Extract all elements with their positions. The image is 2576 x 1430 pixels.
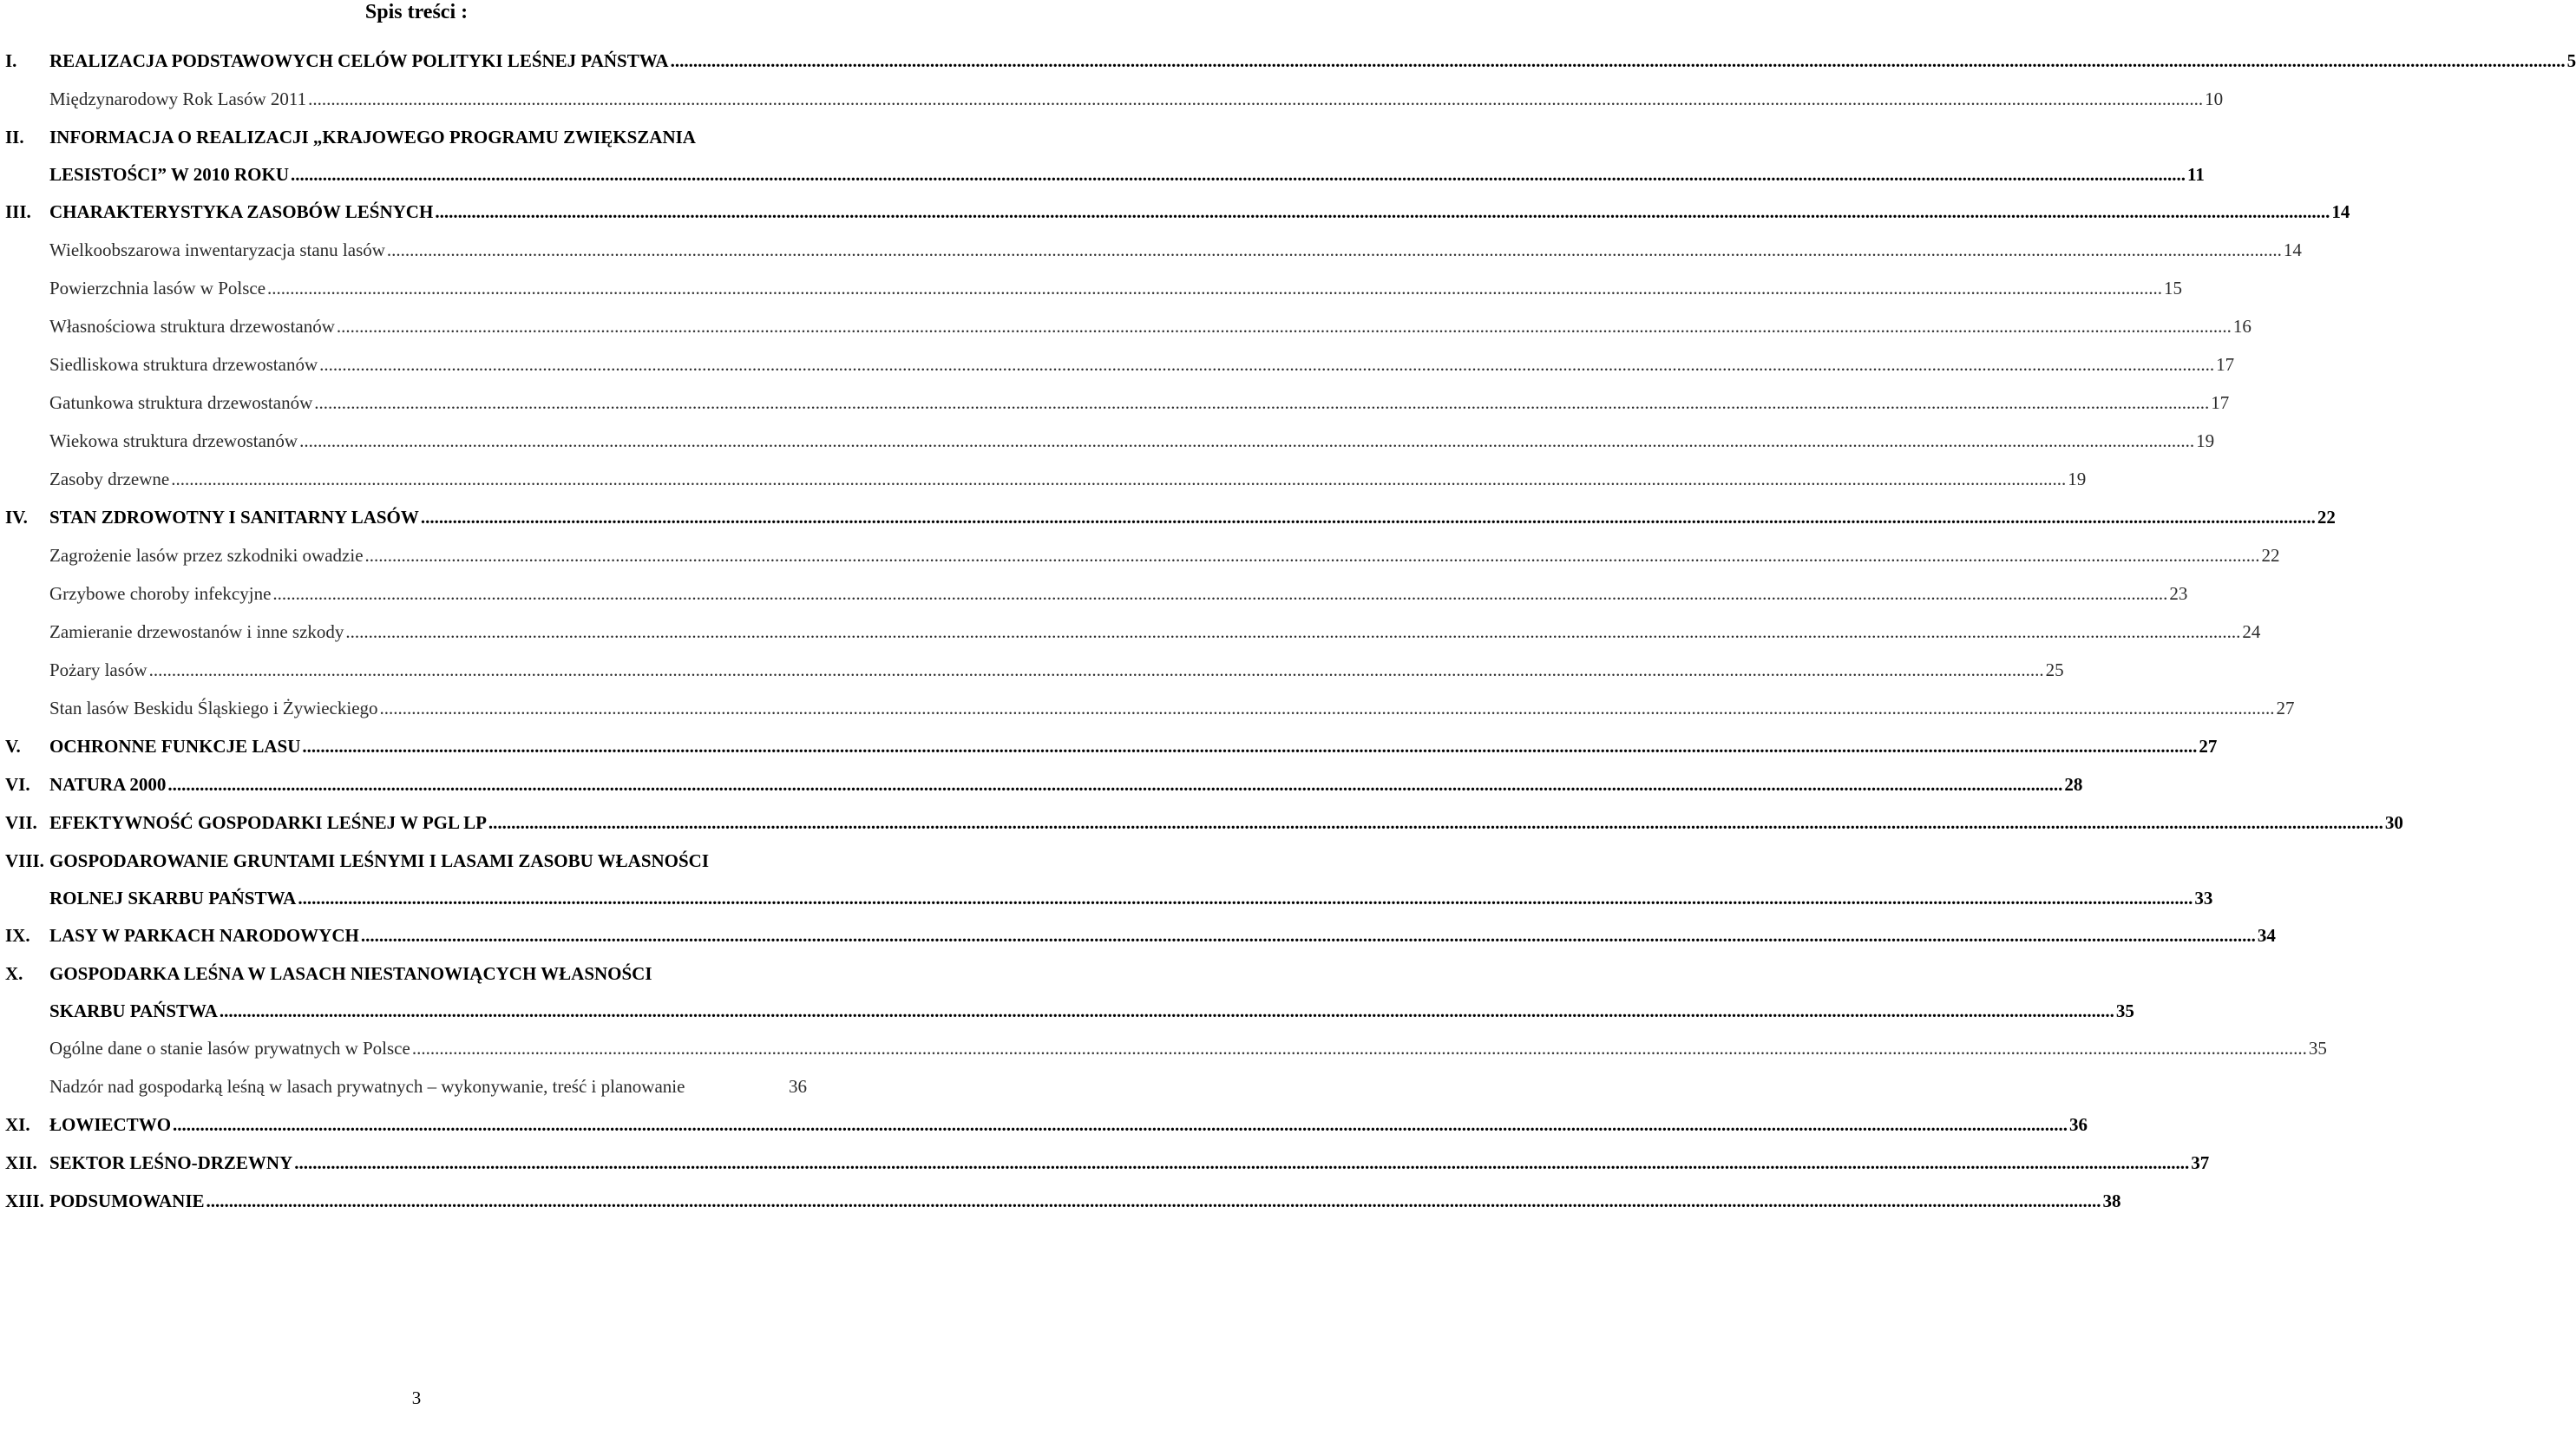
toc-entry-title: LASY W PARKACH NARODOWYCH — [49, 925, 359, 946]
toc-entry[interactable] — [5, 156, 2205, 193]
toc-entry[interactable] — [5, 307, 2252, 345]
toc-entry-title: GOSPODARKA LEŚNA W LASACH NIESTANOWIĄCYCH WŁASNOŚCI — [49, 963, 652, 984]
toc-entry-title: NATURA 2000 — [49, 774, 167, 795]
toc-entry-title: Siedliskowa struktura drzewostanów — [49, 354, 318, 375]
toc-entry-title: Wielkoobszarowa inwentaryzacja stanu lasów — [49, 239, 385, 260]
toc-entry-number: VII. — [5, 812, 37, 833]
toc-entry[interactable] — [5, 993, 2134, 1029]
dot-leader — [294, 1144, 2189, 1182]
dot-leader — [308, 80, 2203, 118]
toc-entry-page: 14 — [2331, 201, 2350, 222]
toc-entry[interactable] — [5, 42, 2576, 80]
toc-entry-number: XI. — [5, 1114, 30, 1135]
toc-entry[interactable] — [5, 765, 2083, 804]
toc-entry[interactable] — [5, 193, 2350, 231]
toc-entry-page: 27 — [2199, 736, 2218, 757]
toc-entry-title: Własnościowa struktura drzewostanów — [49, 316, 335, 337]
toc-entry[interactable] — [5, 536, 2280, 574]
dot-leader — [671, 42, 2566, 80]
toc-entry[interactable] — [5, 1105, 2088, 1144]
toc-entry-title: CHARAKTERYSTYKA ZASOBÓW LEŚNYCH — [49, 201, 434, 222]
toc-entry-title: Zagrożenie lasów przez szkodniki owadzie — [49, 545, 364, 566]
toc-entry-page: 34 — [2257, 925, 2276, 946]
toc-entry[interactable] — [5, 689, 2295, 727]
dot-leader — [267, 269, 2162, 307]
toc-entry[interactable] — [5, 613, 2261, 651]
toc-entry-page: 5 — [2566, 50, 2576, 71]
toc-entry-number: VIII. — [5, 850, 44, 871]
dot-leader — [319, 345, 2214, 384]
toc-entry[interactable] — [5, 651, 2064, 689]
toc-entry[interactable] — [5, 80, 2224, 118]
toc-entry[interactable] — [5, 916, 2276, 954]
toc-entry-page: 19 — [2196, 430, 2215, 451]
toc-entry-number: III. — [5, 201, 31, 222]
toc-entry[interactable] — [5, 269, 2183, 307]
toc-entry-title: GOSPODAROWANIE GRUNTAMI LEŚNYMI I LASAMI ZASOBU WŁASNOŚCI — [49, 850, 710, 871]
toc-entry-page: 23 — [2169, 583, 2188, 604]
toc-entry-number: I. — [5, 50, 17, 71]
toc-entry[interactable] — [5, 460, 2087, 498]
toc-entry-page: 15 — [2164, 278, 2183, 298]
toc-entry-page: 22 — [2261, 545, 2280, 566]
toc-entry-page: 14 — [2283, 239, 2302, 260]
toc-entry[interactable] — [5, 1182, 2121, 1220]
toc-entry-title: SKARBU PAŃSTWA — [49, 1000, 218, 1021]
toc-entry-title: Zamieranie drzewostanów i inne szkody — [49, 621, 344, 642]
toc-entry-page: 10 — [2205, 89, 2224, 109]
toc-entry-page: 17 — [2216, 354, 2235, 375]
toc-entry-number: IV. — [5, 507, 28, 528]
dot-leader — [171, 460, 2066, 498]
toc-entry-title: SEKTOR LEŚNO-DRZEWNY — [49, 1152, 293, 1173]
toc-entry-title: OCHRONNE FUNKCJE LASU — [49, 736, 301, 757]
toc-entry[interactable] — [5, 842, 807, 880]
toc-entry-number: X. — [5, 963, 23, 984]
page-number: 3 — [411, 1387, 422, 1408]
dot-leader — [488, 804, 2383, 842]
toc-entry-number: XII. — [5, 1152, 37, 1173]
toc-entry-title: PODSUMOWANIE — [49, 1191, 205, 1211]
toc-entry-page: 30 — [2384, 812, 2403, 833]
dot-leader — [299, 422, 2194, 460]
toc-entry-page: 22 — [2317, 507, 2336, 528]
toc-entry[interactable] — [5, 118, 807, 156]
toc-entry-page: 36 — [789, 1076, 807, 1097]
dot-leader — [167, 765, 2062, 804]
dot-leader — [337, 307, 2232, 345]
toc-entry-title: Ogólne dane o stanie lasów prywatnych w Polsce — [49, 1038, 410, 1059]
toc-entry-page: 25 — [2045, 659, 2064, 680]
toc-entry-title: STAN ZDROWOTNY I SANITARNY LASÓW — [49, 507, 419, 528]
toc-entry-page: 27 — [2276, 698, 2295, 718]
toc-entry-title: ŁOWIECTWO — [49, 1114, 172, 1135]
toc-entry[interactable] — [5, 1029, 2327, 1067]
dot-leader — [302, 727, 2197, 765]
toc-entry[interactable] — [5, 1144, 2210, 1182]
toc-entry-title: REALIZACJA PODSTAWOWYCH CELÓW POLITYKI LEŚNEJ PAŃSTWA — [49, 50, 669, 71]
toc-entry-page: 35 — [2115, 1000, 2134, 1021]
toc-entry-title: Grzybowe choroby infekcyjne — [49, 583, 272, 604]
page-title: Spis treści : — [364, 1, 469, 23]
dot-leader — [149, 651, 2044, 689]
dot-leader — [345, 613, 2240, 651]
toc-entry-title: INFORMACJA O REALIZACJI „KRAJOWEGO PROGRAMU ZWIĘKSZANIA — [49, 127, 696, 148]
dot-leader — [173, 1105, 2068, 1144]
toc-entry-number: IX. — [5, 925, 30, 946]
dot-leader — [291, 156, 2186, 193]
toc-entry-number: XIII. — [5, 1191, 44, 1211]
toc-entry-page: 16 — [2232, 316, 2252, 337]
toc-entry-title: Zasoby drzewne — [49, 469, 170, 489]
toc-entry[interactable] — [5, 422, 2215, 460]
toc-entry-page: 36 — [2069, 1114, 2088, 1135]
toc-entry-page: 38 — [2102, 1191, 2121, 1211]
toc-entry-title: ROLNEJ SKARBU PAŃSTWA — [49, 888, 297, 909]
toc-entry-page: 19 — [2068, 469, 2087, 489]
toc-entry-title: Stan lasów Beskidu Śląskiego i Żywieckiego — [49, 698, 378, 718]
dot-leader — [435, 193, 2330, 231]
dot-leader — [298, 880, 2193, 916]
toc-entry-title: Pożary lasów — [49, 659, 147, 680]
toc-entry-page: 28 — [2064, 774, 2083, 795]
toc-entry[interactable] — [5, 345, 2235, 384]
toc-entry-page: 17 — [2211, 392, 2230, 413]
dot-leader — [365, 536, 2260, 574]
toc-entry-title: Międzynarodowy Rok Lasów 2011 — [49, 89, 307, 109]
toc-entry-page: 35 — [2308, 1038, 2327, 1059]
dot-leader — [272, 574, 2167, 613]
toc-entry[interactable] — [5, 1067, 807, 1105]
toc-entry[interactable] — [5, 498, 2336, 536]
toc-entry-title: EFEKTYWNOŚĆ GOSPODARKI LEŚNEJ W PGL LP — [49, 812, 487, 833]
toc-entry[interactable] — [5, 727, 2218, 765]
toc-entry-title: Nadzór nad gospodarką leśną w lasach prywatnych – wykonywanie, treść i planowanie — [49, 1076, 685, 1097]
dot-leader — [314, 384, 2209, 422]
toc-entry[interactable] — [5, 231, 2302, 269]
dot-leader — [361, 916, 2256, 954]
toc-entry[interactable] — [5, 384, 2230, 422]
toc-entry[interactable] — [5, 804, 2403, 842]
toc-entry-page: 33 — [2194, 888, 2213, 909]
toc-entry-page: 37 — [2191, 1152, 2210, 1173]
toc-entry-title: Wiekowa struktura drzewostanów — [49, 430, 298, 451]
toc-entry[interactable] — [5, 880, 2213, 916]
toc-entry-number: II. — [5, 127, 24, 148]
dot-leader — [387, 231, 2282, 269]
toc-entry[interactable] — [5, 954, 807, 993]
toc-entry-number: V. — [5, 736, 21, 757]
toc-entry-page: 24 — [2242, 621, 2261, 642]
dot-leader — [206, 1182, 2101, 1220]
toc-entry-title: Powierzchnia lasów w Polsce — [49, 278, 266, 298]
toc-entry-number: VI. — [5, 774, 30, 795]
table-of-contents — [5, 42, 2576, 1220]
toc-entry-page: 11 — [2187, 164, 2205, 185]
dot-leader — [412, 1029, 2307, 1067]
dot-leader — [380, 689, 2275, 727]
toc-entry-title: Gatunkowa struktura drzewostanów — [49, 392, 313, 413]
toc-entry-title: LESISTOŚCI” W 2010 ROKU — [49, 164, 290, 185]
dot-leader — [421, 498, 2316, 536]
toc-entry[interactable] — [5, 574, 2188, 613]
dot-leader — [220, 993, 2114, 1029]
